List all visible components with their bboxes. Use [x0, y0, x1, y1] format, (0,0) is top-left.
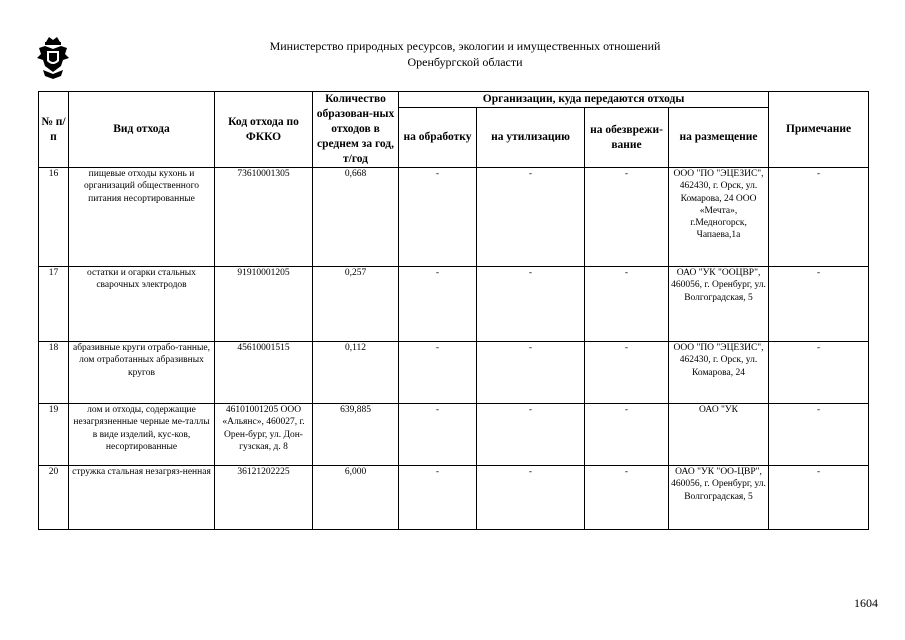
cell-note: -: [769, 267, 869, 342]
cell-note: -: [769, 342, 869, 404]
col-header-type: Вид отхода: [69, 92, 215, 168]
cell-utilization: -: [477, 168, 585, 267]
cell-utilization: -: [477, 404, 585, 466]
cell-note: -: [769, 404, 869, 466]
col-header-qty: Количество образован-ных отходов в среднем за год, т/год: [313, 92, 399, 168]
cell-utilization: -: [477, 267, 585, 342]
cell-num: 20: [39, 466, 69, 530]
cell-type: пищевые отходы кухонь и организаций общественного питания несортированные: [69, 168, 215, 267]
table-row: [39, 404, 869, 466]
cell-placement: ОАО "УК "ООЦВР", 460056, г. Оренбург, ул. Волгоградская, 5: [669, 267, 769, 342]
document-header: [200, 38, 730, 70]
cell-num: 16: [39, 168, 69, 267]
cell-num: 18: [39, 342, 69, 404]
cell-qty: 0,257: [313, 267, 399, 342]
col-header-neutralization: на обезврежи-вание: [585, 108, 669, 168]
table-row: [39, 168, 869, 267]
cell-qty: 0,112: [313, 342, 399, 404]
cell-processing: -: [399, 168, 477, 267]
col-header-processing: на обработку: [399, 108, 477, 168]
cell-note: -: [769, 168, 869, 267]
col-header-note: Примечание: [769, 92, 869, 168]
cell-placement: ОАО "УК: [669, 404, 769, 466]
cell-code: 91910001205: [215, 267, 313, 342]
col-header-placement: на размещение: [669, 108, 769, 168]
cell-neutralization: -: [585, 466, 669, 530]
table-row: [39, 466, 869, 530]
cell-type: остатки и огарки стальных сварочных электродов: [69, 267, 215, 342]
cell-neutralization: -: [585, 168, 669, 267]
cell-code: 45610001515: [215, 342, 313, 404]
cell-neutralization: -: [585, 404, 669, 466]
header-ministry-line: Министерство природных ресурсов, экологии и имущественных отношений: [269, 39, 661, 53]
col-header-utilization: на утилизацию: [477, 108, 585, 168]
cell-processing: -: [399, 466, 477, 530]
cell-code: 36121202225: [215, 466, 313, 530]
cell-num: 19: [39, 404, 69, 466]
cell-qty: 6,000: [313, 466, 399, 530]
cell-type: лом и отходы, содержащие незагрязненные черные ме-таллы в виде изделий, кус-ков, несортированные: [69, 404, 215, 466]
cell-processing: -: [399, 404, 477, 466]
cell-neutralization: -: [585, 267, 669, 342]
cell-num: 17: [39, 267, 69, 342]
cell-placement: ООО "ПО "ЭЦЕЗИС", 462430, г. Орск, ул. Комарова, 24: [669, 342, 769, 404]
waste-table: [38, 91, 869, 530]
cell-placement: ООО "ПО "ЭЦЕЗИС", 462430, г. Орск, ул. Комарова, 24 ООО «Мечта», г.Медногорск, Чапаева,1а: [669, 168, 769, 267]
cell-qty: 639,885: [313, 404, 399, 466]
cell-type: стружка стальная незагряз-ненная: [69, 466, 215, 530]
table-row: [39, 342, 869, 404]
page-number: 1604: [854, 596, 878, 610]
cell-type: абразивные круги отрабо-танные, лом отработанных абразивных кругов: [69, 342, 215, 404]
cell-note: -: [769, 466, 869, 530]
col-header-orgs-group: Организации, куда передаются отходы: [399, 92, 769, 108]
cell-processing: -: [399, 267, 477, 342]
cell-utilization: -: [477, 466, 585, 530]
cell-qty: 0,668: [313, 168, 399, 267]
cell-utilization: -: [477, 342, 585, 404]
cell-neutralization: -: [585, 342, 669, 404]
col-header-code: Код отхода по ФККО: [215, 92, 313, 168]
header-region-line: Оренбургской области: [407, 55, 523, 69]
col-header-num: № п/п: [39, 92, 69, 168]
cell-code: 46101001205 ООО «Альянс», 460027, г. Орен-бург, ул. Дон-гузская, д. 8: [215, 404, 313, 466]
cell-placement: ОАО "УК "ОО-ЦВР", 460056, г. Оренбург, ул. Волгоградская, 5: [669, 466, 769, 530]
cell-code: 73610001305: [215, 168, 313, 267]
coat-of-arms-icon: [36, 36, 70, 80]
table-row: [39, 267, 869, 342]
cell-processing: -: [399, 342, 477, 404]
